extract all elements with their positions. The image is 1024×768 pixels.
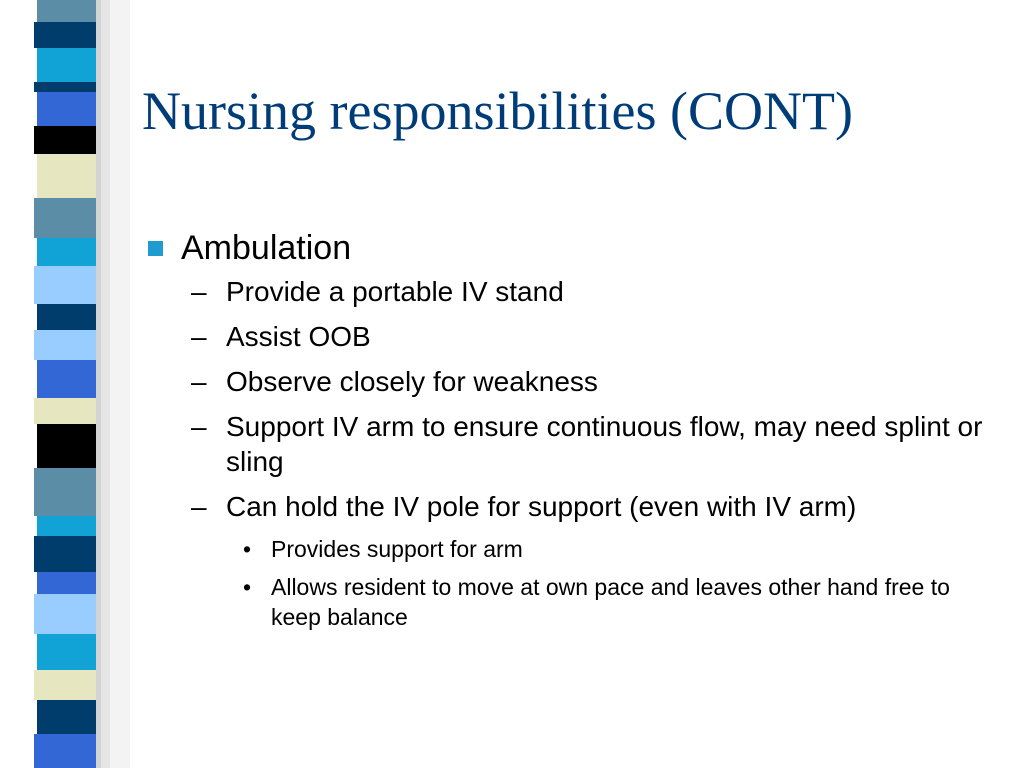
dot-marker: • [243, 574, 252, 600]
dash-marker: – [191, 491, 207, 522]
detail-bullet-own-pace [145, 572, 995, 632]
sub-bullet-portable-iv-stand [145, 274, 995, 309]
stripe-segment [34, 198, 96, 238]
stripe-segment [37, 92, 96, 126]
stripe-segment [34, 398, 96, 424]
stripe-segment [34, 330, 96, 360]
detail-bullet-text: Allows resident to move at own pace and leaves other hand free to keep balance [271, 574, 950, 630]
stripe-segment [34, 734, 96, 768]
sub-bullet-observe-weakness [145, 364, 995, 399]
dash-marker: – [191, 366, 207, 397]
sub-bullet-text: Support IV arm to ensure continuous flow, may need splint or sling [226, 411, 983, 477]
slide-title: Nursing responsibilities (CONT) [142, 81, 853, 141]
stripe-segment [37, 154, 96, 198]
detail-bullet-support-arm [145, 534, 995, 564]
stripe-segment [34, 536, 96, 572]
sub-bullet-hold-iv-pole [145, 489, 995, 524]
stripe-segment [34, 126, 96, 154]
dash-marker: – [191, 321, 207, 352]
stripe-segment [34, 266, 96, 304]
bullet-ambulation [145, 226, 995, 270]
sub-bullet-support-iv-arm [145, 409, 995, 479]
stripe-segment [34, 468, 96, 516]
stripe-segment [37, 48, 96, 82]
decorative-stripe-bar [0, 0, 130, 768]
sub-bullet-text: Provide a portable IV stand [226, 276, 564, 307]
stripe-segment [34, 22, 96, 48]
sub-bullet-text: Observe closely for weakness [226, 366, 598, 397]
square-bullet-icon [148, 241, 163, 256]
stripe-segment [37, 634, 96, 670]
stripe-segment [34, 82, 96, 92]
stripe-segment [37, 572, 96, 594]
stripe-segment [37, 360, 96, 398]
sub-bullet-text: Assist OOB [226, 321, 371, 352]
stripe-segment [37, 700, 96, 734]
sub-bullet-assist-oob [145, 319, 995, 354]
stripe-segment [37, 424, 96, 468]
dash-marker: – [191, 411, 207, 442]
dash-marker: – [191, 276, 207, 307]
stripe-segment [37, 0, 96, 22]
stripe-segment [37, 516, 96, 536]
stripe-segment [37, 238, 96, 266]
stripe-segment [34, 670, 96, 700]
bullet-text: Ambulation [181, 229, 352, 267]
stripe-segment [37, 304, 96, 330]
slide-body [145, 226, 995, 640]
sub-bullet-text: Can hold the IV pole for support (even with IV arm) [226, 491, 857, 522]
detail-bullet-text: Provides support for arm [271, 536, 523, 562]
stripe-segment [34, 594, 96, 634]
dot-marker: • [243, 536, 252, 562]
